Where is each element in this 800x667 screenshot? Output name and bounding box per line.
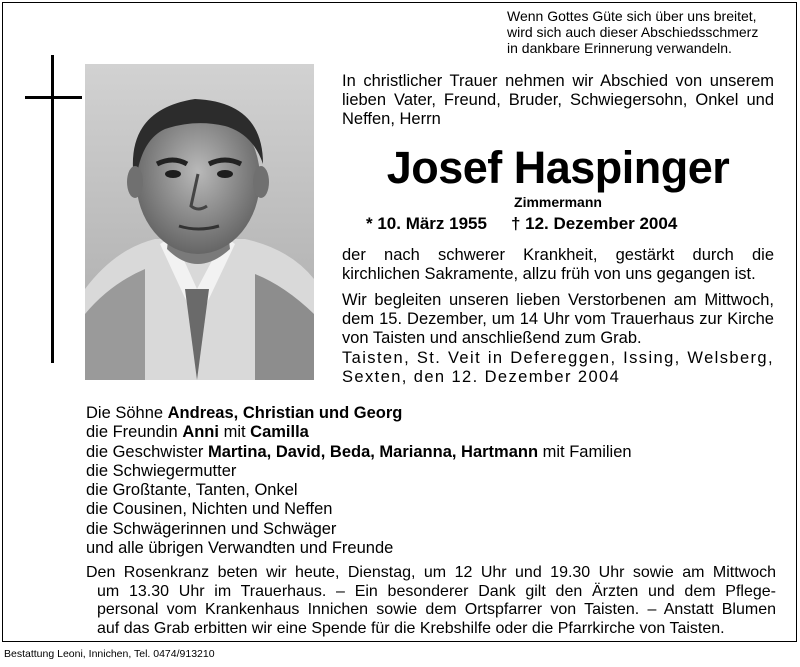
portrait-photo xyxy=(85,64,314,380)
deceased-name: Josef Haspinger xyxy=(386,142,730,193)
siblings-names: Martina, David, Beda, Marianna, Hartmann xyxy=(207,442,539,461)
illness-text: der nach schwerer Krankheit, gestärkt durch die kirchlichen Sakramente, allzu früh von uns gegangen ist. xyxy=(342,246,774,283)
rosary-line: auf das Grab erbitten wir eine Spende für die Krebshilfe oder die Pfarrkirche von Taisten. xyxy=(97,619,725,637)
list-item: die Großtante, Tanten, Onkel xyxy=(86,481,298,500)
girlfriend-name: Anni xyxy=(182,423,219,442)
sons-label: Die Söhne xyxy=(86,404,168,422)
cross-icon-vertical xyxy=(51,55,54,363)
funeral-text: Wir begleiten unseren lieben Verstorbenen am Mittwoch, dem 15. Dezember, um 14 Uhr vom Trauerhaus zur Kirche von Taisten und anschließend zum Grab. xyxy=(342,291,774,347)
sons-names: Andreas, Christian und Georg xyxy=(167,404,403,422)
rosary-line: Den Rosenkranz beten wir heute, Dienstag, um 12 Uhr und 19.30 Uhr sowie am Mittwoch xyxy=(86,564,776,581)
funeral-home-footer: Bestattung Leoni, Innichen, Tel. 0474/913210 xyxy=(4,648,215,660)
list-item xyxy=(86,443,786,462)
siblings-suffix: mit Familien xyxy=(538,442,632,461)
list-item xyxy=(86,404,786,423)
list-item xyxy=(86,423,786,442)
siblings-label: die Geschwister xyxy=(86,442,208,461)
rosary-line: personal vom Krankenhaus Innichen sowie dem Ortspfarrer von Taisten. – Anstatt Blumen xyxy=(97,601,776,618)
intro-text: In christlicher Trauer nehmen wir Abschied von unserem lieben Vater, Freund, Bruder, Schwiegersohn, Onkel und Neffen, Herrn xyxy=(342,72,774,128)
list-item: die Schwiegermutter xyxy=(86,461,237,480)
rosary-text xyxy=(86,564,776,638)
motto-line: wird sich auch dieser Abschiedsschmerz xyxy=(507,24,759,40)
motto-line: Wenn Gottes Güte sich über uns breitet, xyxy=(507,8,757,24)
list-item: und alle übrigen Verwandten und Freunde xyxy=(86,539,394,558)
portrait-icon xyxy=(85,64,314,380)
girlfriend-label: die Freundin xyxy=(86,423,183,442)
girlfriend-child-name: Camilla xyxy=(250,423,309,442)
death-date: † 12. Dezember 2004 xyxy=(510,214,678,233)
motto-line: in dankbare Erinnerung verwandeln. xyxy=(507,40,732,56)
place-date-text: Taisten, St. Veit in Defereggen, Issing, Welsberg, Sexten, den 12. Dezember 2004 xyxy=(342,349,774,386)
list-item: die Schwägerinnen und Schwäger xyxy=(86,519,337,538)
deceased-occupation: Zimmermann xyxy=(514,194,602,210)
motto-quote xyxy=(507,8,792,56)
rosary-line: um 13.30 Uhr im Trauerhaus. – Ein besonderer Dank gilt den Ärzten und dem Pflege- xyxy=(97,582,776,600)
girlfriend-with: mit xyxy=(218,423,251,442)
life-dates xyxy=(366,214,766,234)
mourners-list xyxy=(86,404,786,558)
birth-date: * 10. März 1955 xyxy=(366,214,487,233)
cross-icon-horizontal xyxy=(25,96,82,99)
list-item: die Cousinen, Nichten und Neffen xyxy=(86,500,333,519)
